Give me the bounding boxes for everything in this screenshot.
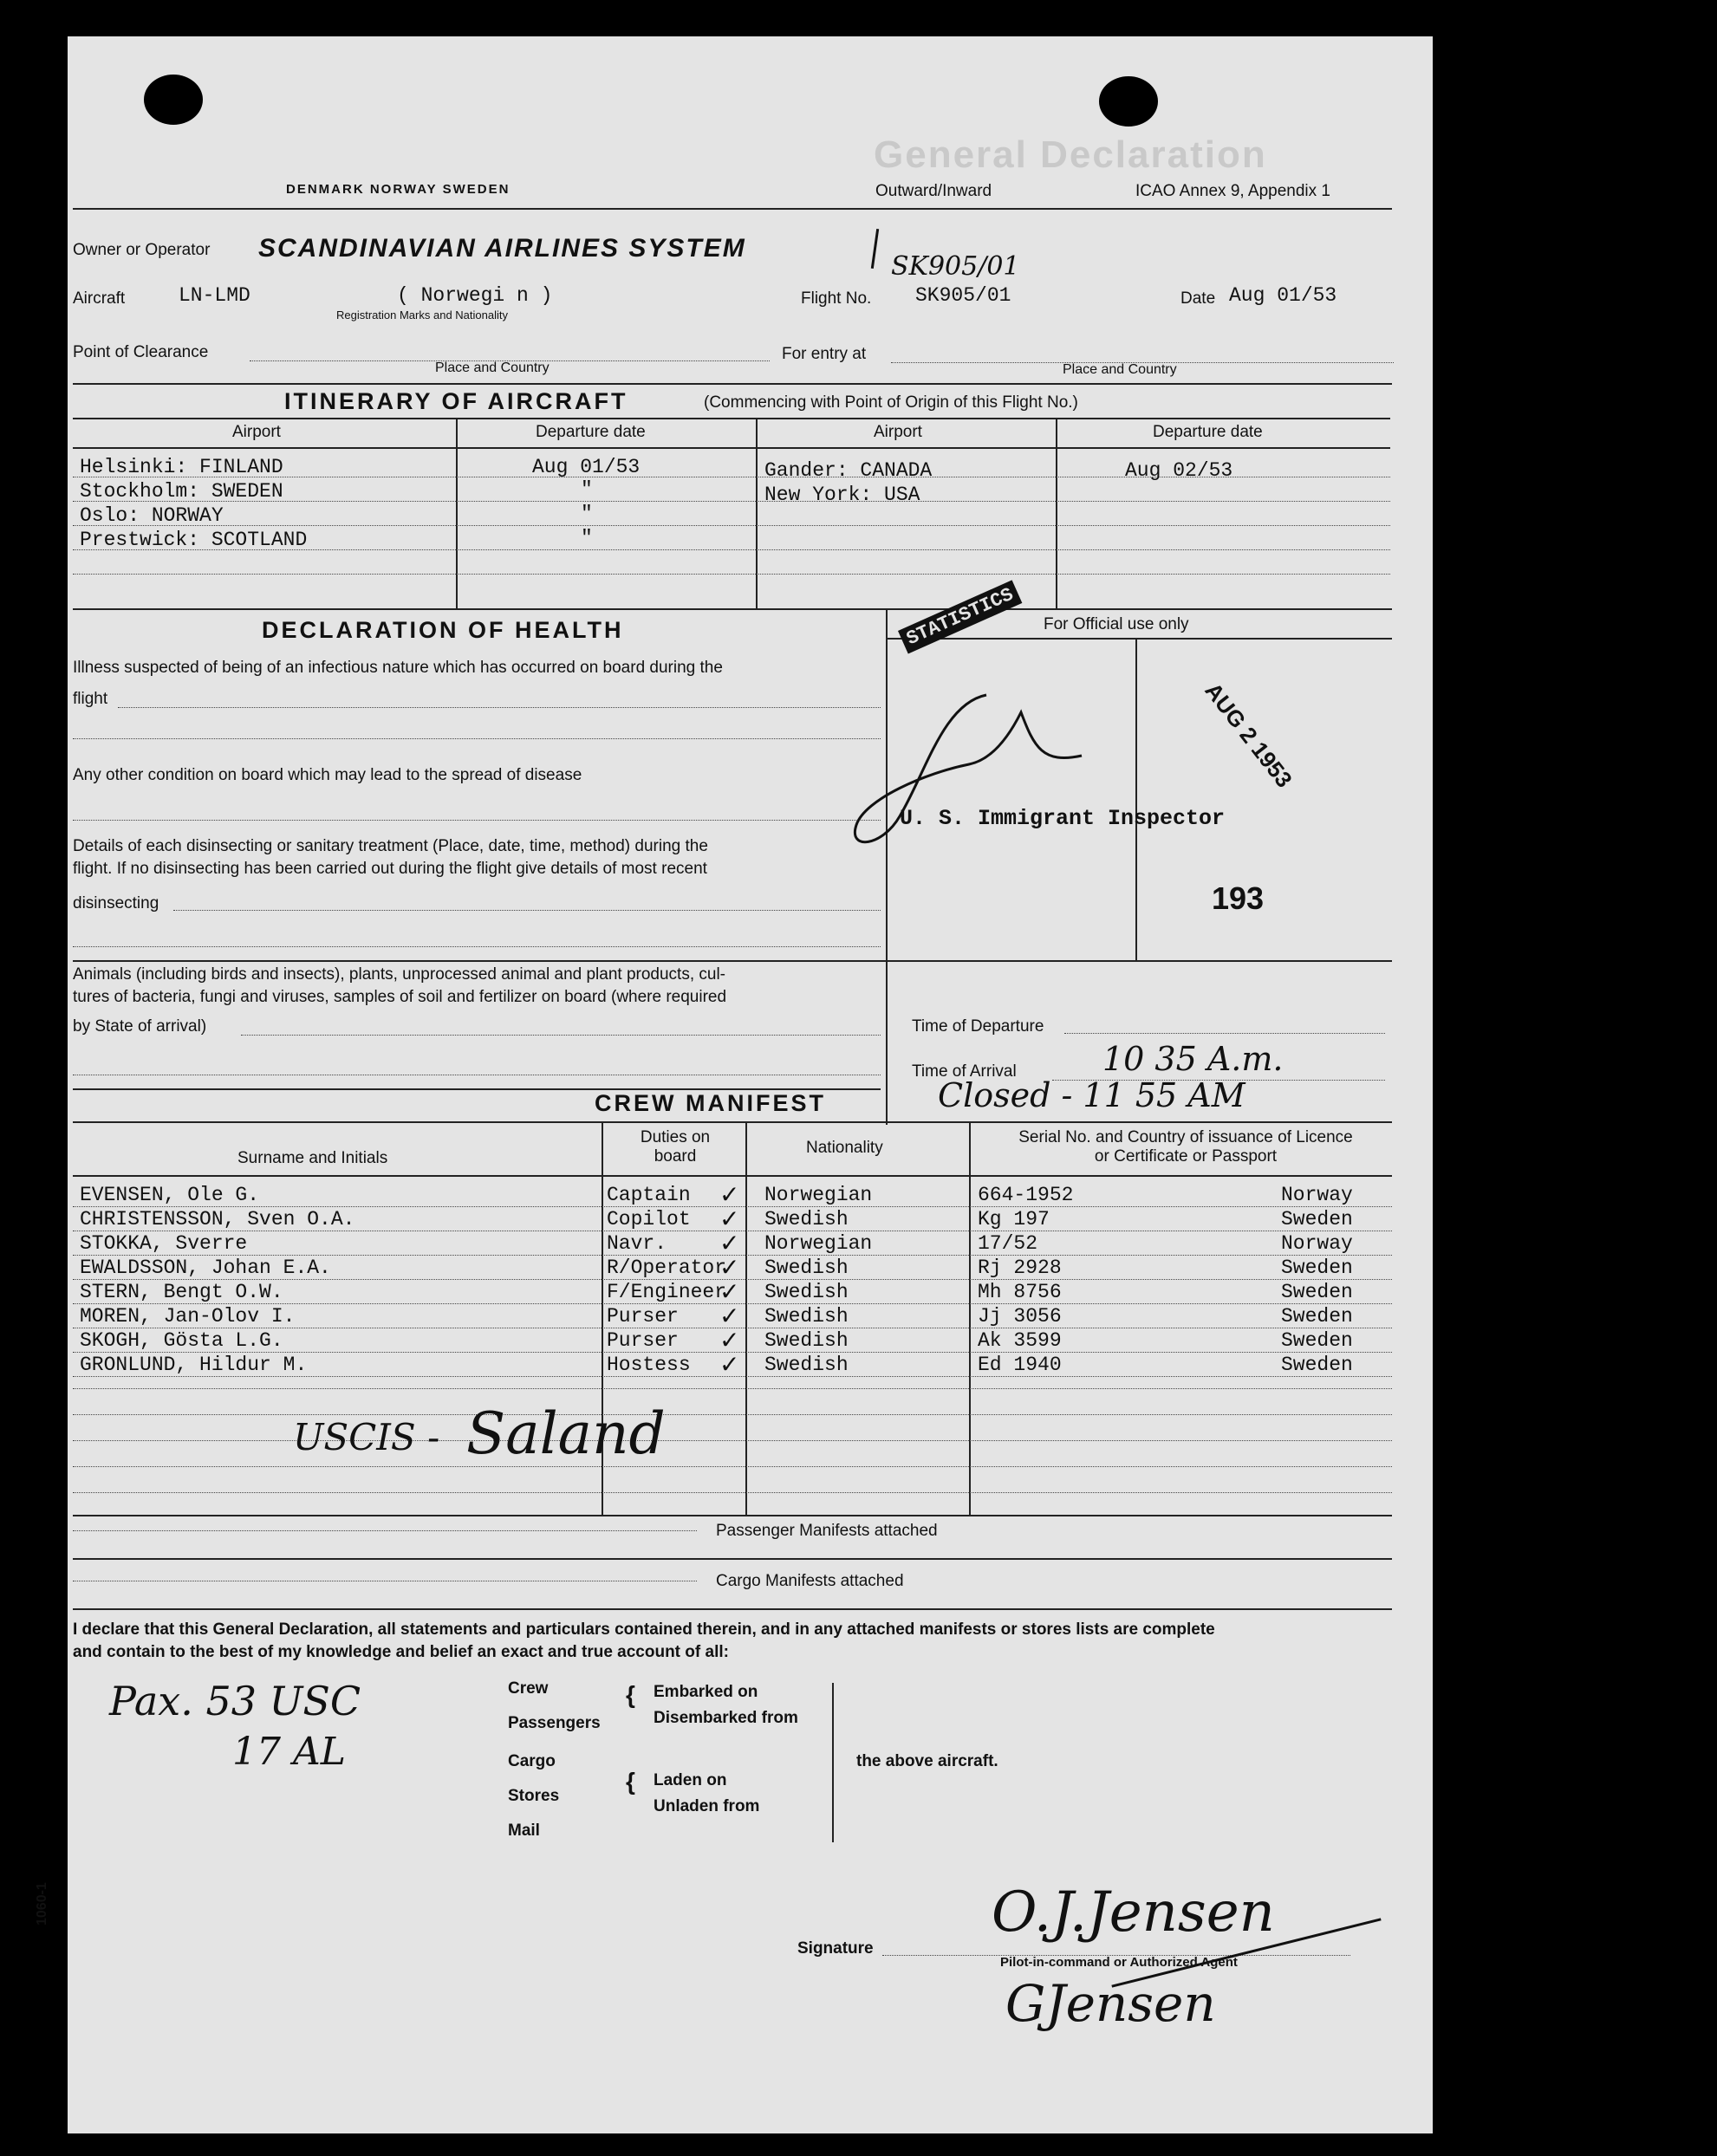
itinerary-col-airport-right: Airport: [874, 423, 922, 441]
itinerary-left-date-3: ": [581, 503, 593, 525]
signature-pilot-2: GJensen: [1005, 1974, 1216, 2033]
crew-row-serial: Rj 2928: [978, 1257, 1062, 1279]
itinerary-right-airport-2: New York: USA: [764, 484, 920, 506]
statistics-stamp: STATISTICS: [898, 580, 1022, 653]
punch-hole-right: [1099, 76, 1158, 127]
crew-row-nationality: Swedish: [764, 1305, 849, 1328]
itinerary-left-airport-1: Helsinki: FINLAND: [80, 456, 283, 478]
crew-row-duty: R/Operator: [607, 1257, 727, 1279]
unladen-text: Unladen from: [654, 1797, 760, 1815]
crew-row-duty: Copilot: [607, 1208, 691, 1231]
passenger-line: [73, 1530, 697, 1531]
crew-header-top: [73, 1121, 1392, 1123]
official-title: For Official use only: [1044, 615, 1189, 633]
itinerary-divider-2: [756, 418, 758, 608]
crew-col-nationality: Nationality: [806, 1139, 883, 1157]
above-aircraft-text: the above aircraft.: [856, 1752, 998, 1770]
entry-label: For entry at: [782, 345, 867, 363]
check-mark-icon: ✓: [719, 1230, 740, 1257]
crew-row-country: Sweden: [1281, 1329, 1353, 1352]
arrival-label: Time of Arrival: [912, 1062, 1017, 1081]
crew-row-nationality: Swedish: [764, 1281, 849, 1303]
owner-label: Owner or Operator: [73, 241, 211, 259]
crew-row-nationality: Norwegian: [764, 1184, 873, 1206]
crew-title: CREW MANIFEST: [595, 1090, 826, 1116]
crew-row-duty: F/Engineer: [607, 1281, 727, 1303]
crew-handwritten-signature: Saland: [466, 1400, 666, 1467]
illness-line: [118, 707, 881, 708]
departure-line: [1064, 1033, 1385, 1034]
list-cargo: Cargo: [508, 1752, 556, 1770]
pen-mark: [871, 229, 879, 269]
bracket-top: {: [626, 1681, 635, 1708]
crew-row-serial: Ak 3599: [978, 1329, 1062, 1352]
crew-row-nationality: Norwegian: [764, 1232, 873, 1255]
registration-caption: Registration Marks and Nationality: [336, 308, 508, 321]
header-rule: [73, 208, 1392, 210]
itinerary-right-airport-1: Gander: CANADA: [764, 459, 933, 482]
itinerary-col-date-right: Departure date: [1153, 423, 1263, 441]
crew-row-duty: Captain: [607, 1184, 691, 1206]
bracket-bottom: {: [626, 1768, 635, 1795]
declaration-line-1: I declare that this General Declaration, all statements and particulars contained therein, and in any attached manifests or stores lists are complete: [73, 1620, 1215, 1639]
laden-text: Laden on: [654, 1771, 727, 1789]
place-caption-2: Place and Country: [1063, 362, 1177, 377]
crew-col-serial: Serial No. and Country of issuance of Licence or Certificate or Passport: [1018, 1128, 1353, 1166]
clearance-label: Point of Clearance: [73, 343, 209, 361]
punch-hole-left: [144, 75, 203, 125]
declaration-line-2: and contain to the best of my knowledge and belief an exact and true account of all:: [73, 1643, 729, 1661]
itinerary-row-line: [73, 574, 1390, 575]
itinerary-row-line: [73, 501, 1390, 502]
check-mark-icon: ✓: [719, 1205, 740, 1232]
crew-row-name: GRONLUND, Hildur M.: [80, 1354, 308, 1376]
crew-row-name: STERN, Bengt O.W.: [80, 1281, 283, 1303]
check-mark-icon: ✓: [719, 1278, 740, 1305]
declaration-type: Outward/Inward: [875, 182, 992, 200]
date-label: Date: [1180, 289, 1216, 308]
departure-label: Time of Departure: [912, 1017, 1044, 1036]
crew-row-country: Sweden: [1281, 1257, 1353, 1279]
aircraft-label: Aircraft: [73, 289, 126, 308]
itinerary-row-line: [73, 549, 1390, 550]
itinerary-left-date-4: ": [581, 527, 593, 549]
pax-note-1: Pax. 53 USC: [109, 1678, 361, 1724]
signature-label: Signature: [797, 1939, 874, 1958]
itinerary-col-airport-left: Airport: [232, 423, 281, 441]
crew-row-country: Norway: [1281, 1184, 1353, 1206]
crew-row-line: [73, 1492, 1392, 1493]
crew-header-bottom: [73, 1175, 1392, 1177]
cargo-rule: [73, 1608, 1392, 1610]
disinsect-text-2: flight. If no disinsecting has been carried out during the flight give details of most recent: [73, 860, 707, 878]
crew-row-name: STOKKA, Sverre: [80, 1232, 248, 1255]
crew-bottom-rule: [73, 1515, 1392, 1516]
illness-text-2: flight: [73, 690, 108, 708]
date-value: Aug 01/53: [1229, 284, 1337, 307]
check-mark-icon: ✓: [719, 1327, 740, 1354]
arrival-value: 10 35 A.m.: [1102, 1040, 1284, 1078]
itinerary-top-rule: [73, 383, 1392, 385]
crew-handwritten-note: USCIS -: [293, 1416, 440, 1458]
crew-row-line: [73, 1388, 1392, 1389]
animals-text-3: by State of arrival): [73, 1017, 207, 1036]
list-stores: Stores: [508, 1787, 560, 1805]
embarked-text: Embarked on: [654, 1683, 758, 1701]
crew-row-nationality: Swedish: [764, 1329, 849, 1352]
crew-row-serial: Jj 3056: [978, 1305, 1062, 1328]
animals-text-2: tures of bacteria, fungi and viruses, samples of soil and fertilizer on board (where required: [73, 988, 727, 1006]
crew-row-name: SKOGH, Gösta L.G.: [80, 1329, 283, 1352]
crew-row-line: [73, 1440, 1392, 1441]
crew-row-country: Norway: [1281, 1232, 1353, 1255]
crew-row-line: [73, 1414, 1392, 1415]
crew-row-country: Sweden: [1281, 1305, 1353, 1328]
passenger-manifests: Passenger Manifests attached: [716, 1522, 938, 1540]
health-top-rule: [73, 608, 1392, 610]
animals-line: [241, 1035, 881, 1036]
crew-row-serial: 664-1952: [978, 1184, 1074, 1206]
crew-row-serial: Kg 197: [978, 1208, 1050, 1231]
health-title: DECLARATION OF HEALTH: [262, 617, 624, 643]
inspector-signature-icon: [796, 678, 1108, 868]
crew-row-country: Sweden: [1281, 1281, 1353, 1303]
form-number: 1060-1: [35, 1882, 49, 1925]
crew-row-serial: 17/52: [978, 1232, 1038, 1255]
itinerary-title: ITINERARY OF AIRCRAFT: [284, 388, 628, 414]
check-mark-icon: ✓: [719, 1254, 740, 1281]
flight-value: SK905/01: [915, 284, 1011, 307]
crew-row-duty: Purser: [607, 1305, 679, 1328]
nationality-value: ( Norwegi n ): [397, 284, 553, 307]
crew-row-nationality: Swedish: [764, 1208, 849, 1231]
crew-row-duty: Navr.: [607, 1232, 667, 1255]
illness-line: [73, 738, 881, 739]
crew-row-duty: Purser: [607, 1329, 679, 1352]
place-caption-1: Place and Country: [435, 360, 550, 375]
itinerary-divider-1: [456, 418, 458, 608]
itinerary-divider-3: [1056, 418, 1057, 608]
itinerary-left-airport-2: Stockholm: SWEDEN: [80, 480, 283, 503]
crew-divider-2: [745, 1121, 747, 1515]
crew-row-nationality: Swedish: [764, 1354, 849, 1376]
animals-top-rule: [73, 960, 1392, 962]
check-mark-icon: ✓: [719, 1181, 740, 1208]
aircraft-value: LN-LMD: [179, 284, 250, 307]
crew-row-name: CHRISTENSSON, Sven O.A.: [80, 1208, 355, 1231]
crew-row-country: Sweden: [1281, 1208, 1353, 1231]
date-stamp: AUG 2 1953: [1200, 678, 1298, 793]
check-mark-icon: ✓: [719, 1351, 740, 1378]
animals-text-1: Animals (including birds and insects), plants, unprocessed animal and plant products, cul-: [73, 965, 726, 984]
itinerary-col-date-left: Departure date: [536, 423, 646, 441]
itinerary-left-date-2: ": [581, 478, 593, 501]
itinerary-left-date-1: Aug 01/53: [532, 456, 641, 478]
crew-row-name: EWALDSSON, Johan E.A.: [80, 1257, 331, 1279]
crew-row-name: EVENSEN, Ole G.: [80, 1184, 260, 1206]
crew-row-duty: Hostess: [607, 1354, 691, 1376]
passenger-rule: [73, 1558, 1392, 1560]
owner-value: SCANDINAVIAN AIRLINES SYSTEM: [258, 234, 746, 263]
condition-text: Any other condition on board which may lead to the spread of disease: [73, 766, 582, 784]
crew-row-name: MOREN, Jan-Olov I.: [80, 1305, 296, 1328]
form-title: General Declaration: [874, 133, 1267, 176]
inspector-title: U. S. Immigrant Inspector: [900, 806, 1226, 831]
crew-divider-3: [969, 1121, 971, 1515]
list-crew: Crew: [508, 1679, 549, 1698]
itinerary-left-airport-3: Oslo: NORWAY: [80, 504, 224, 527]
itinerary-left-airport-4: Prestwick: SCOTLAND: [80, 529, 308, 551]
crew-row-country: Sweden: [1281, 1354, 1353, 1376]
crew-row-line: [73, 1466, 1392, 1467]
inspector-number: 193: [1212, 880, 1265, 916]
disinsect-line: [173, 910, 881, 911]
list-passengers: Passengers: [508, 1714, 601, 1732]
crew-row-serial: Ed 1940: [978, 1354, 1062, 1376]
itinerary-row-line: [73, 525, 1390, 526]
condition-line: [73, 820, 881, 821]
header-countries: DENMARK NORWAY SWEDEN: [286, 182, 511, 197]
cargo-manifests: Cargo Manifests attached: [716, 1572, 904, 1590]
itinerary-right-date-1: Aug 02/53: [1125, 459, 1233, 482]
declaration-form: [35, 36, 1433, 2133]
disinsect-text-3: disinsecting: [73, 894, 159, 912]
declaration-bracket-right: [832, 1683, 834, 1842]
crew-col-surname: Surname and Initials: [237, 1149, 388, 1167]
signature-caption: Pilot-in-command or Authorized Agent: [1000, 1955, 1238, 1970]
crew-row-nationality: Swedish: [764, 1257, 849, 1279]
disinsect-text-1: Details of each disinsecting or sanitary treatment (Place, date, time, method) during the: [73, 837, 708, 855]
itinerary-subtitle: (Commencing with Point of Origin of this Flight No.): [704, 393, 1078, 412]
illness-text-1: Illness suspected of being of an infectious nature which has occurred on board during the: [73, 659, 723, 677]
official-header-rule: [886, 638, 1392, 640]
signature-pilot: O.J.Jensen: [992, 1880, 1275, 1945]
disembarked-text: Disembarked from: [654, 1709, 798, 1727]
closed-note: Closed - 11 55 AM: [938, 1076, 1245, 1114]
icao-reference: ICAO Annex 9, Appendix 1: [1135, 182, 1330, 200]
official-divider: [1135, 638, 1137, 960]
pax-note-2: 17 AL: [232, 1730, 346, 1774]
check-mark-icon: ✓: [719, 1302, 740, 1329]
itinerary-header-rule: [73, 447, 1390, 449]
crew-row-serial: Mh 8756: [978, 1281, 1062, 1303]
disinsect-line: [73, 946, 881, 947]
flight-handwritten: SK905/01: [891, 251, 1020, 282]
crew-col-duties: Duties on board: [640, 1128, 711, 1166]
list-mail: Mail: [508, 1822, 540, 1840]
flight-label: Flight No.: [801, 289, 872, 308]
